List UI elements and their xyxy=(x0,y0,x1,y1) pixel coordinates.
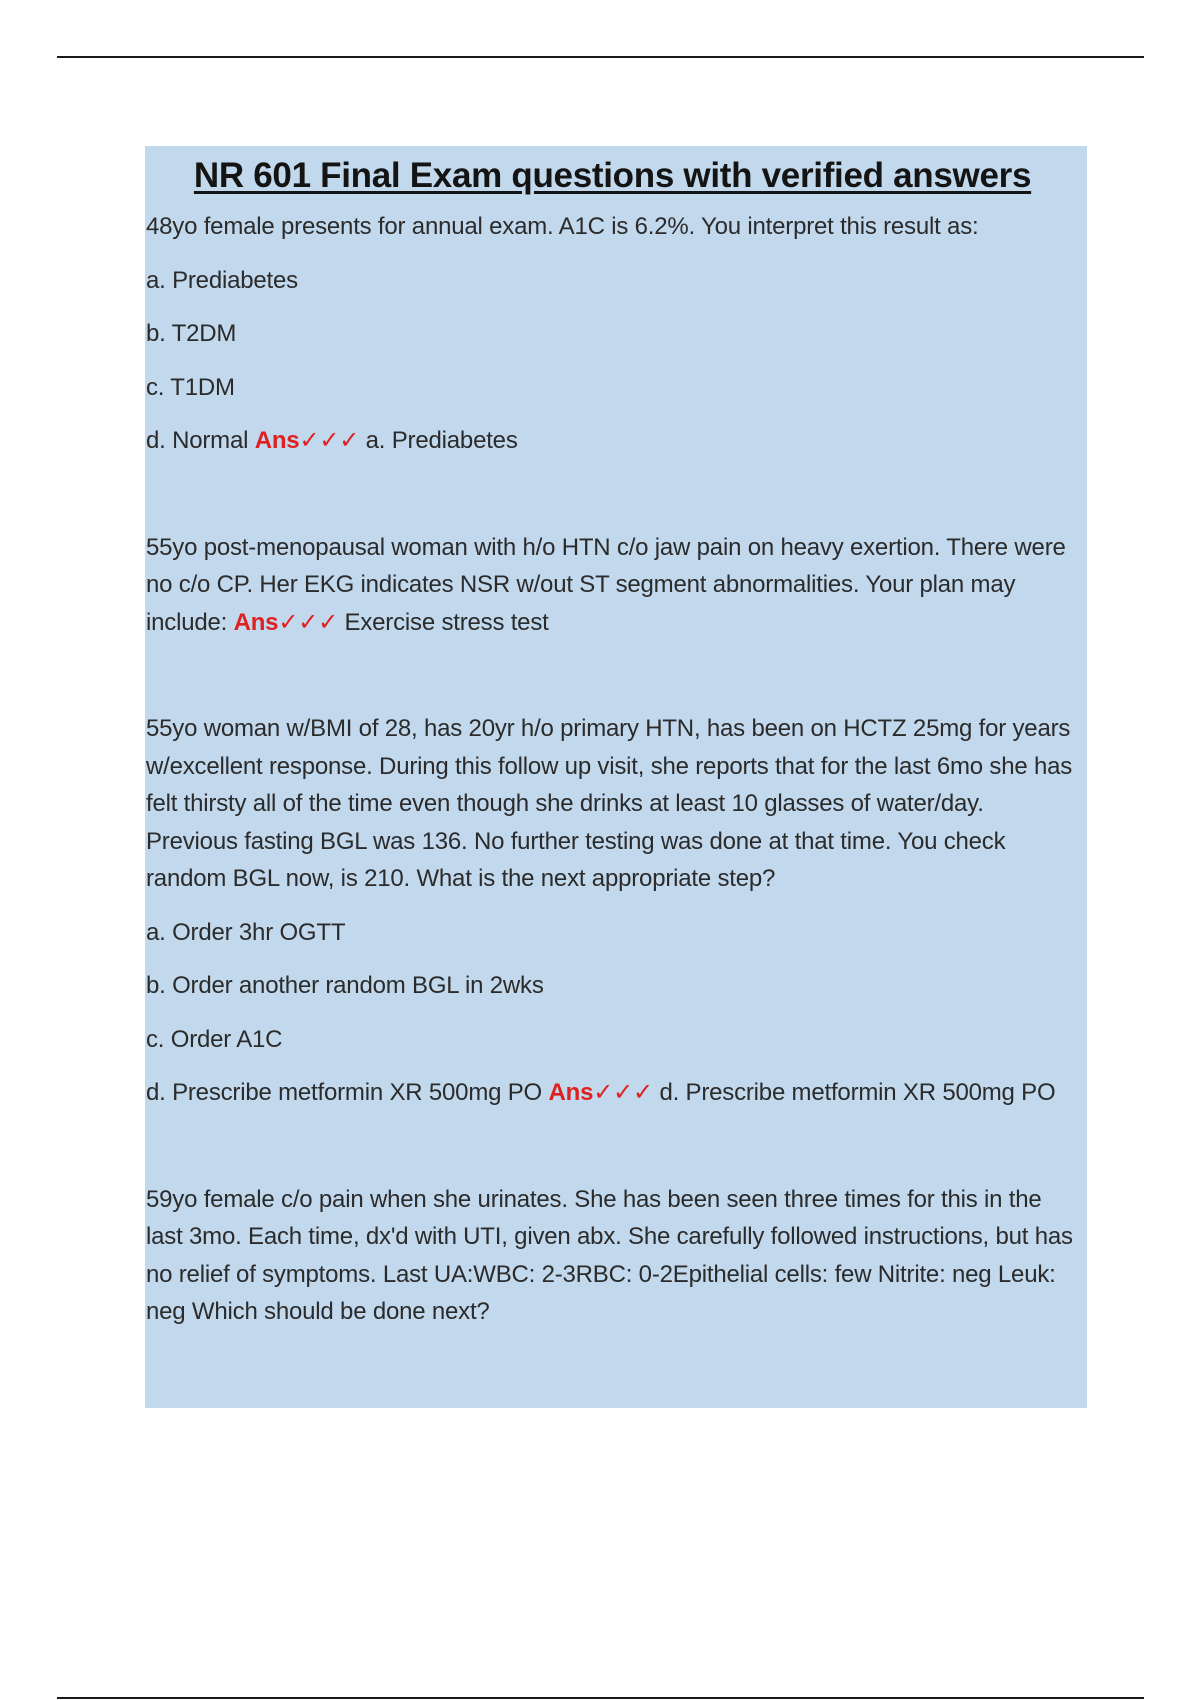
question-4 xyxy=(146,1181,1079,1331)
question-stem: 48yo female presents for annual exam. A1C is 6.2%. You interpret this result as: xyxy=(146,213,979,240)
check-icon: ✓✓✓ xyxy=(593,1079,653,1106)
answer-text: Exercise stress test xyxy=(344,608,549,636)
answer-marker xyxy=(234,609,338,636)
spacer xyxy=(146,1112,1079,1181)
option-c: c. T1DM xyxy=(146,373,235,401)
document-body xyxy=(145,146,1087,1408)
header-rule xyxy=(57,56,1144,58)
question-stem: 55yo woman w/BMI of 28, has 20yr h/o primary HTN, has been on HCTZ 25mg for years w/excellent response. During this follow up visit, she reports that for the last 6mo she has felt thirsty all of the time even though she drinks at least 10 glasses of water/day. Previous fasting BGL was 136. No further testing was done at that time. You check random BGL now, is 210. What is the next appropriate step? xyxy=(146,715,1073,892)
option-d-with-answer xyxy=(146,1074,1079,1112)
question-stem: 59yo female c/o pain when she urinates. She has been seen three times for this in the last 3mo. Each time, dx'd with UTI, given abx. She carefully followed instructions, but has no relief of symptoms. Last UA:WBC: 2-3RBC: 0-2Epithelial cells: few Nitrite: neg Leuk: neg Which should be done next? xyxy=(146,1185,1073,1325)
option-d-with-answer xyxy=(146,422,1079,460)
check-icon: ✓✓✓ xyxy=(278,608,339,636)
option-c: c. Order A1C xyxy=(146,1025,283,1053)
option-b: b. Order another random BGL in 2wks xyxy=(146,972,544,999)
question-stem: 55yo post-menopausal woman with h/o HTN c/o jaw pain on heavy exertion. There were no c/o CP. Her EKG indicates NSR w/out ST segment abnormalities. Your plan may include: xyxy=(146,533,1066,636)
question-2 xyxy=(146,529,1079,642)
answer-text: d. Prescribe metformin XR 500mg PO xyxy=(659,1079,1056,1106)
answer-marker xyxy=(255,427,359,454)
answer-marker xyxy=(548,1079,652,1106)
document-title: NR 601 Final Exam questions with verified answers xyxy=(193,156,1032,195)
answer-label: Ans xyxy=(548,1079,594,1106)
spacer xyxy=(146,641,1079,710)
option-b: b. T2DM xyxy=(146,320,237,347)
footer-rule xyxy=(57,1697,1144,1699)
question-stem-with-answer xyxy=(146,529,1079,642)
spacer xyxy=(146,460,1079,529)
option-a: a. Prediabetes xyxy=(146,266,298,294)
question-3 xyxy=(146,710,1079,1112)
question-1 xyxy=(146,208,1079,460)
answer-text: a. Prediabetes xyxy=(365,427,518,454)
option-d: d. Normal xyxy=(146,427,249,454)
answer-label: Ans xyxy=(233,608,279,636)
check-icon: ✓✓✓ xyxy=(299,427,360,454)
option-a: a. Order 3hr OGTT xyxy=(146,918,346,946)
answer-label: Ans xyxy=(254,427,300,454)
option-d: d. Prescribe metformin XR 500mg PO xyxy=(146,1079,543,1106)
